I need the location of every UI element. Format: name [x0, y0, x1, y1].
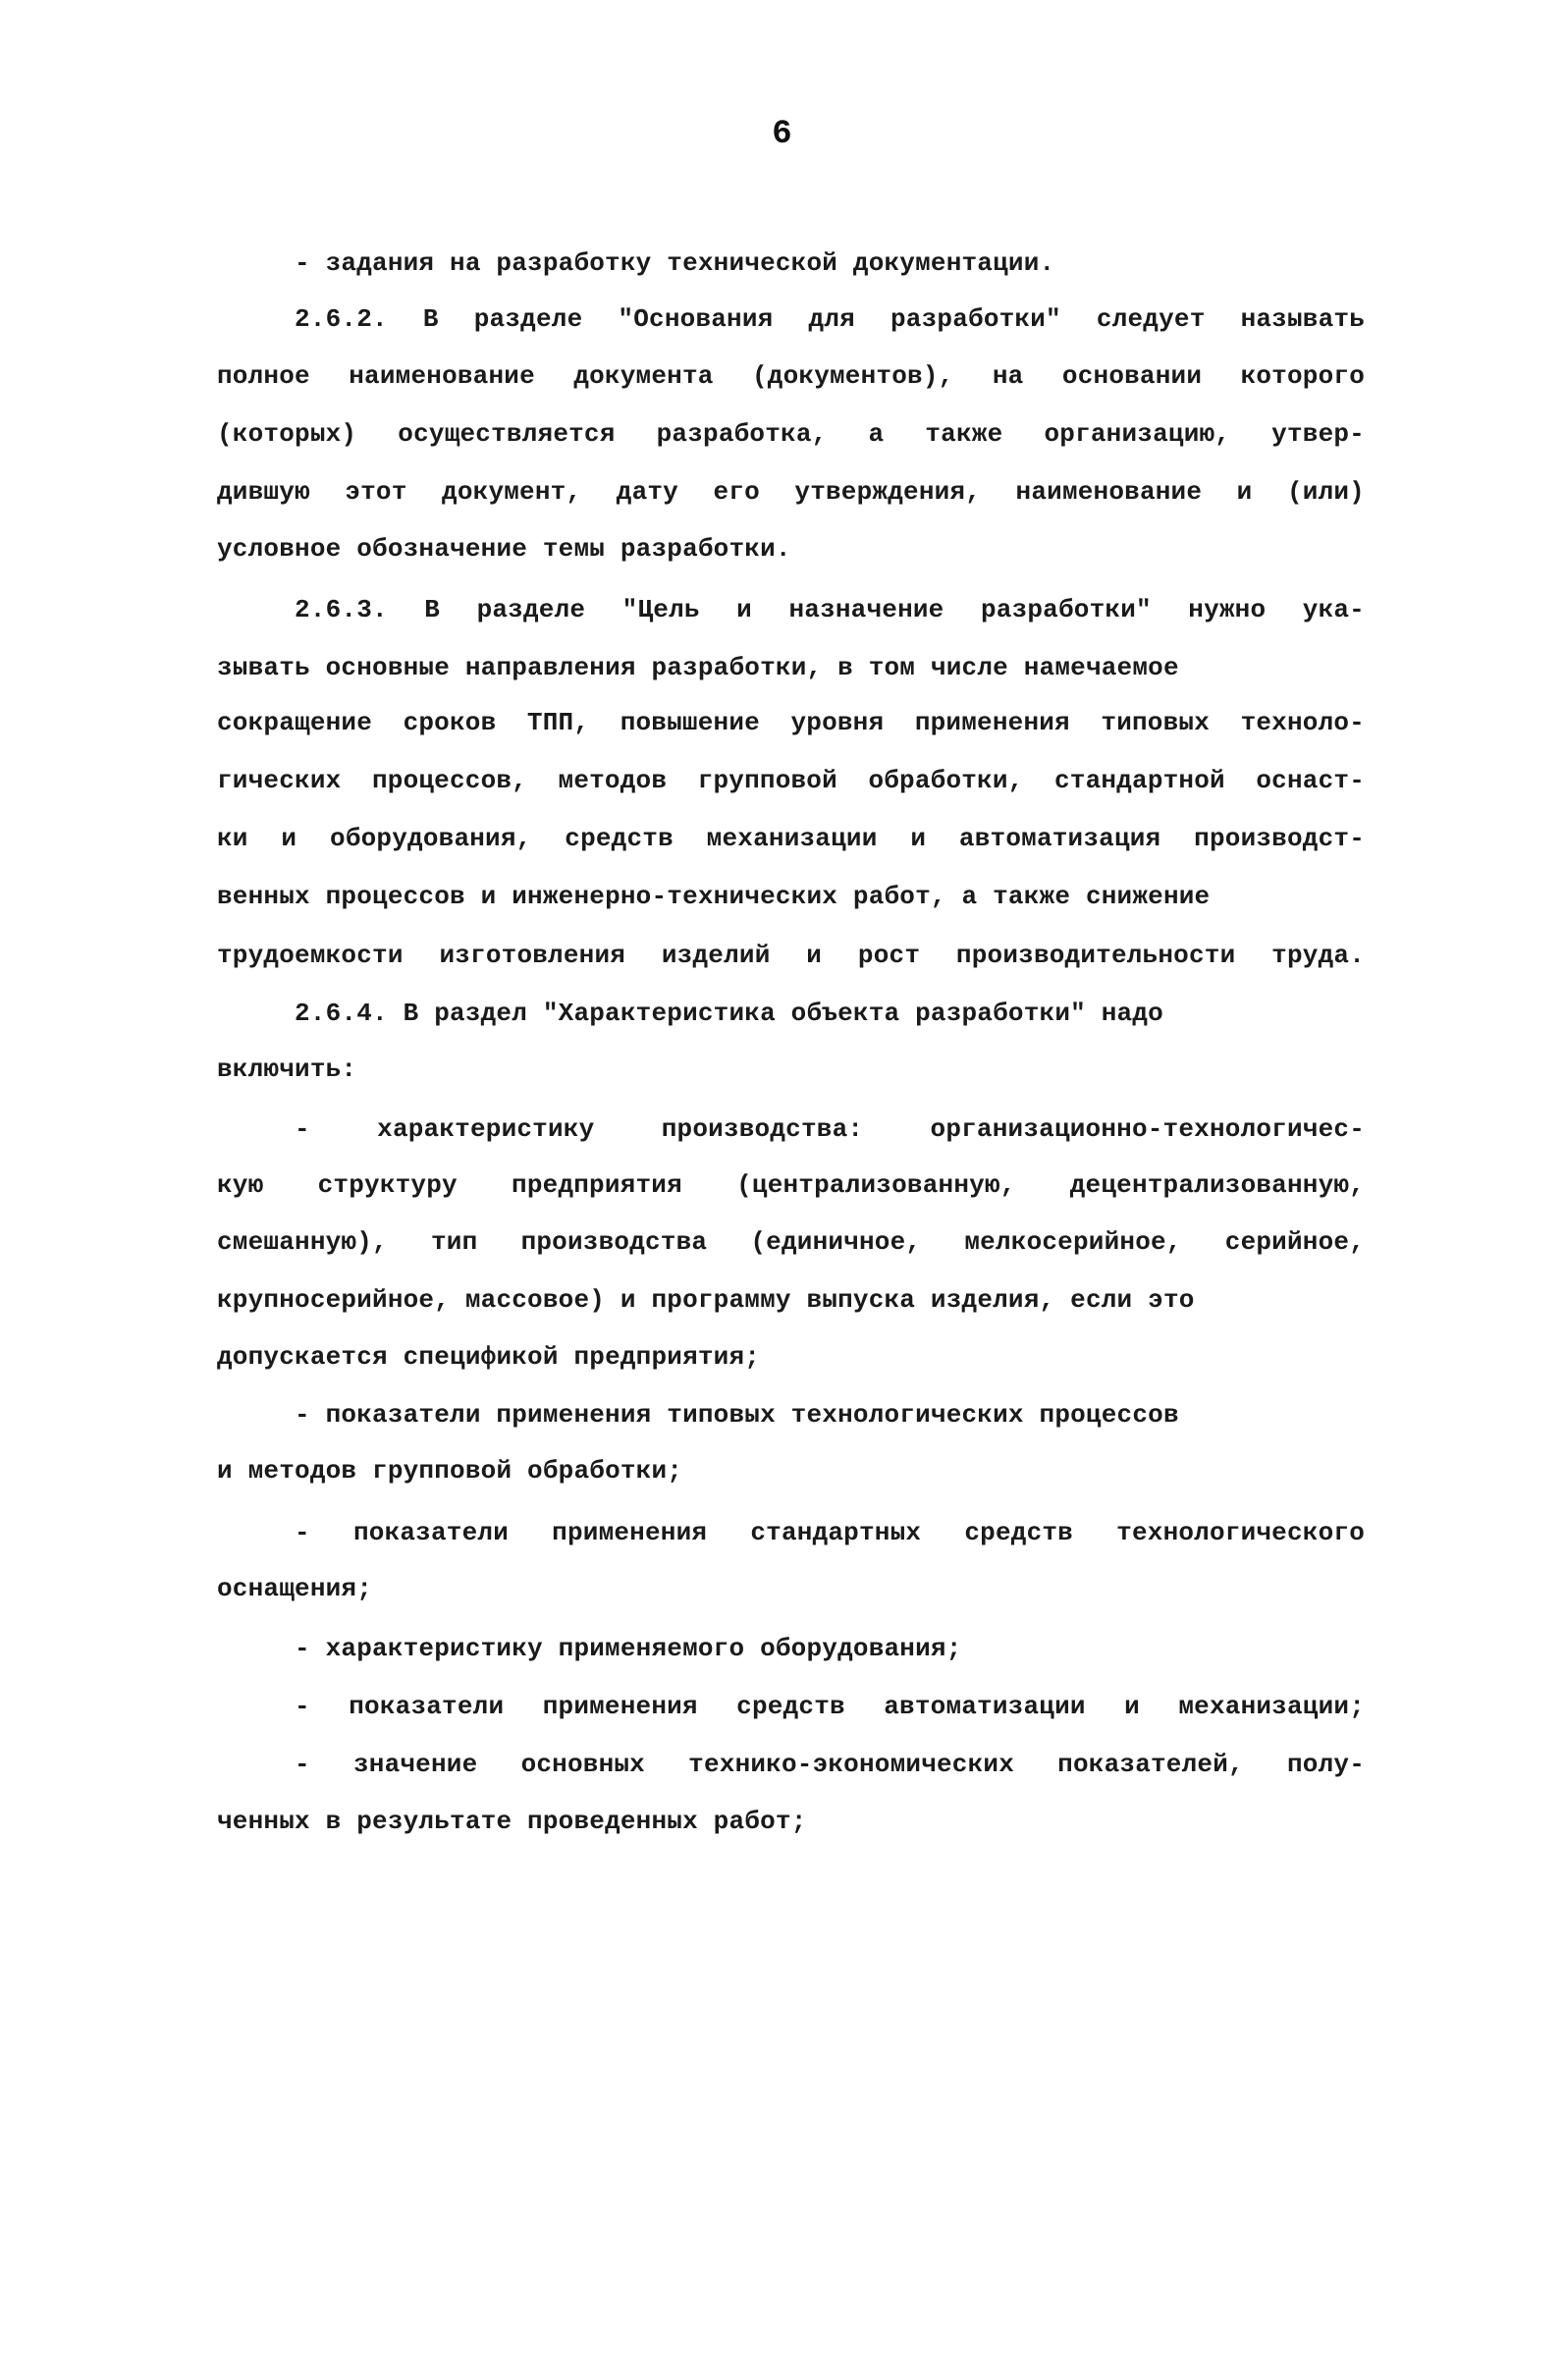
text-line: включить:	[217, 1055, 357, 1085]
text-line: зывать основные направления разработки, в том числе намечаемое	[217, 652, 1179, 682]
page-number: 6	[772, 116, 792, 153]
text-line: оснащения;	[217, 1574, 373, 1604]
text-line: ки и оборудования, средств механизации и автоматизация производст-	[217, 824, 1365, 854]
text-line: 2.6.4. В раздел "Характеристика объекта разработки" надо	[295, 998, 1163, 1028]
text-line: дившую этот документ, дату его утверждения, наименование и (или)	[217, 477, 1365, 508]
text-line: 2.6.3. В разделе "Цель и назначение разработки" нужно ука-	[295, 594, 1365, 624]
text-line: и методов групповой обработки;	[217, 1456, 683, 1487]
text-line: - характеристику производства: организационно-технологичес-	[295, 1113, 1365, 1144]
text-line: гических процессов, методов групповой обработки, стандартной оснаст-	[217, 766, 1365, 796]
text-line: сокращение сроков ТПП, повышение уровня применения типовых техноло-	[217, 707, 1365, 737]
text-line: смешанную), тип производства (единичное, мелкосерийное, серийное,	[217, 1227, 1365, 1258]
text-line: трудоемкости изготовления изделий и рост производительности труда.	[217, 940, 1365, 970]
text-line: - показатели применения средств автоматизации и механизации;	[295, 1692, 1365, 1722]
text-line: - показатели применения стандартных средств технологического	[295, 1517, 1365, 1547]
text-line: условное обозначение темы разработки.	[217, 533, 791, 564]
text-line: кую структуру предприятия (централизованную, децентрализованную,	[217, 1170, 1365, 1201]
text-line: - задания на разработку технической документации.	[295, 247, 1055, 278]
text-line: - характеристику применяемого оборудования;	[295, 1633, 962, 1663]
text-line: полное наименование документа (документов), на основании которого	[217, 360, 1365, 391]
text-line: ченных в результате проведенных работ;	[217, 1806, 807, 1836]
text-line: допускается спецификой предприятия;	[217, 1341, 761, 1372]
text-line: венных процессов и инженерно-технических работ, а также снижение	[217, 882, 1211, 912]
text-line: 2.6.2. В разделе "Основания для разработки" следует называть	[295, 304, 1365, 335]
text-line: - значение основных технико-экономических показателей, полу-	[295, 1750, 1365, 1780]
text-line: крупносерийное, массовое) и программу выпуска изделия, если это	[217, 1285, 1195, 1316]
text-line: - показатели применения типовых технологических процессов	[295, 1399, 1179, 1430]
text-line: (которых) осуществляется разработка, а также организацию, утвер-	[217, 418, 1365, 449]
